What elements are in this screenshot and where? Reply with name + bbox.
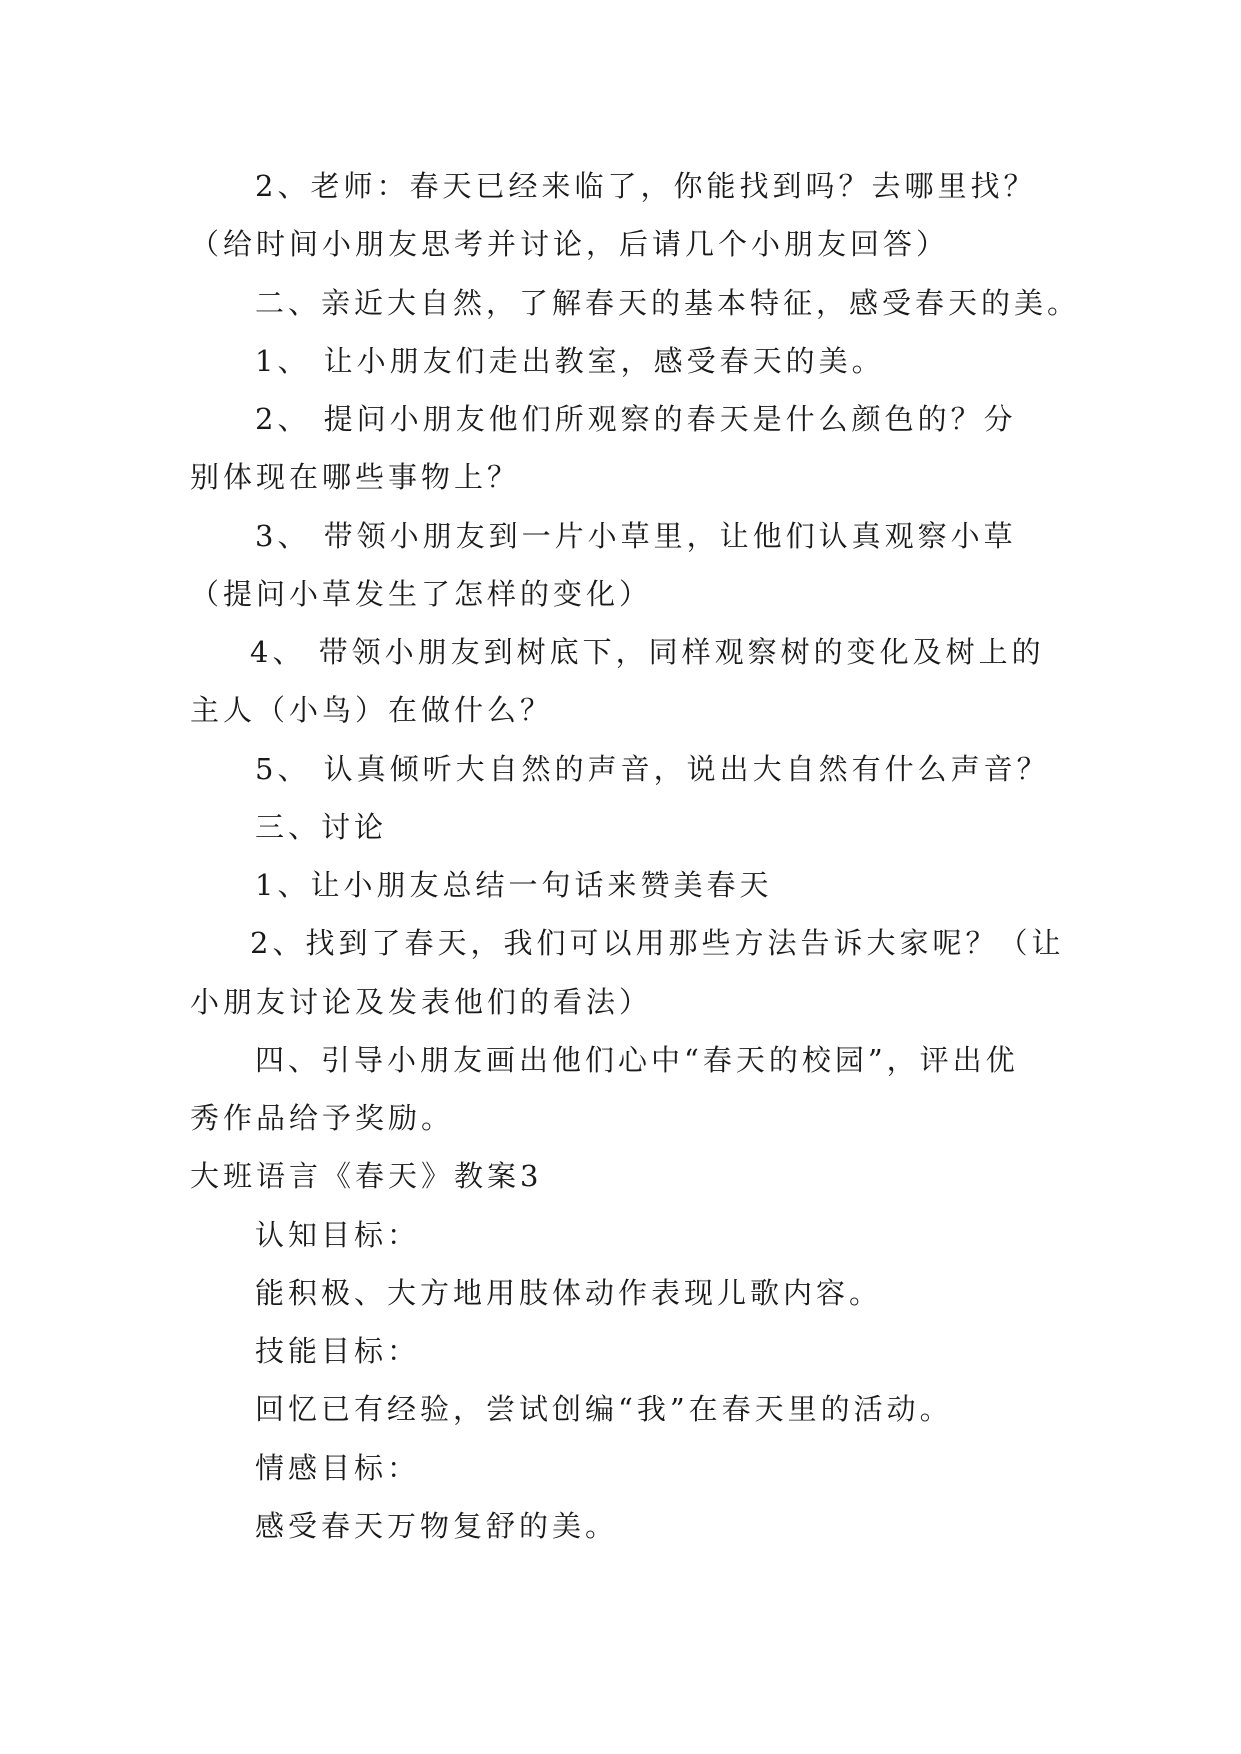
paragraph-line: 4、 带领小朋友到树底下，同样观察树的变化及树上的 — [250, 635, 1045, 669]
paragraph-line: （给时间小朋友思考并讨论，后请几个小朋友回答） — [190, 227, 950, 261]
paragraph-line: 能积极、大方地用肢体动作表现儿歌内容。 — [255, 1276, 883, 1310]
paragraph-line: 别体现在哪些事物上？ — [190, 460, 521, 494]
paragraph-line: 5、 认真倾听大自然的声音，说出大自然有什么声音？ — [255, 752, 1050, 786]
paragraph-line: （提问小草发生了怎样的变化） — [190, 577, 653, 611]
paragraph-line: 二、亲近大自然，了解春天的基本特征，感受春天的美。 — [255, 286, 1081, 320]
paragraph-line: 感受春天万物复舒的美。 — [255, 1509, 619, 1543]
paragraph-line: 回忆已有经验，尝试创编“我”在春天里的活动。 — [255, 1392, 953, 1426]
paragraph-line: 小朋友讨论及发表他们的看法） — [190, 985, 653, 1019]
goal-heading: 技能目标： — [255, 1334, 421, 1368]
paragraph-line: 2、找到了春天，我们可以用那些方法告诉大家呢？（让 — [250, 926, 1065, 960]
paragraph-line: 2、老师：春天已经来临了，你能找到吗？去哪里找？ — [255, 169, 1037, 203]
paragraph-line: 1、让小朋友总结一句话来赞美春天 — [255, 868, 773, 902]
goal-heading: 认知目标： — [255, 1218, 421, 1252]
paragraph-line: 四、引导小朋友画出他们心中“春天的校园”，评出优 — [255, 1043, 1019, 1077]
paragraph-line: 1、 让小朋友们走出教室，感受春天的美。 — [255, 344, 885, 378]
paragraph-line: 3、 带领小朋友到一片小草里，让他们认真观察小草 — [255, 519, 1017, 553]
section-heading: 三、讨论 — [255, 810, 388, 844]
paragraph-line: 秀作品给予奖励。 — [190, 1101, 455, 1135]
goal-heading: 情感目标： — [255, 1451, 421, 1485]
document-title: 大班语言《春天》教案3 — [190, 1159, 543, 1193]
paragraph-line: 主人（小鸟）在做什么？ — [190, 693, 554, 727]
paragraph-line: 2、 提问小朋友他们所观察的春天是什么颜色的？分 — [255, 402, 1017, 436]
